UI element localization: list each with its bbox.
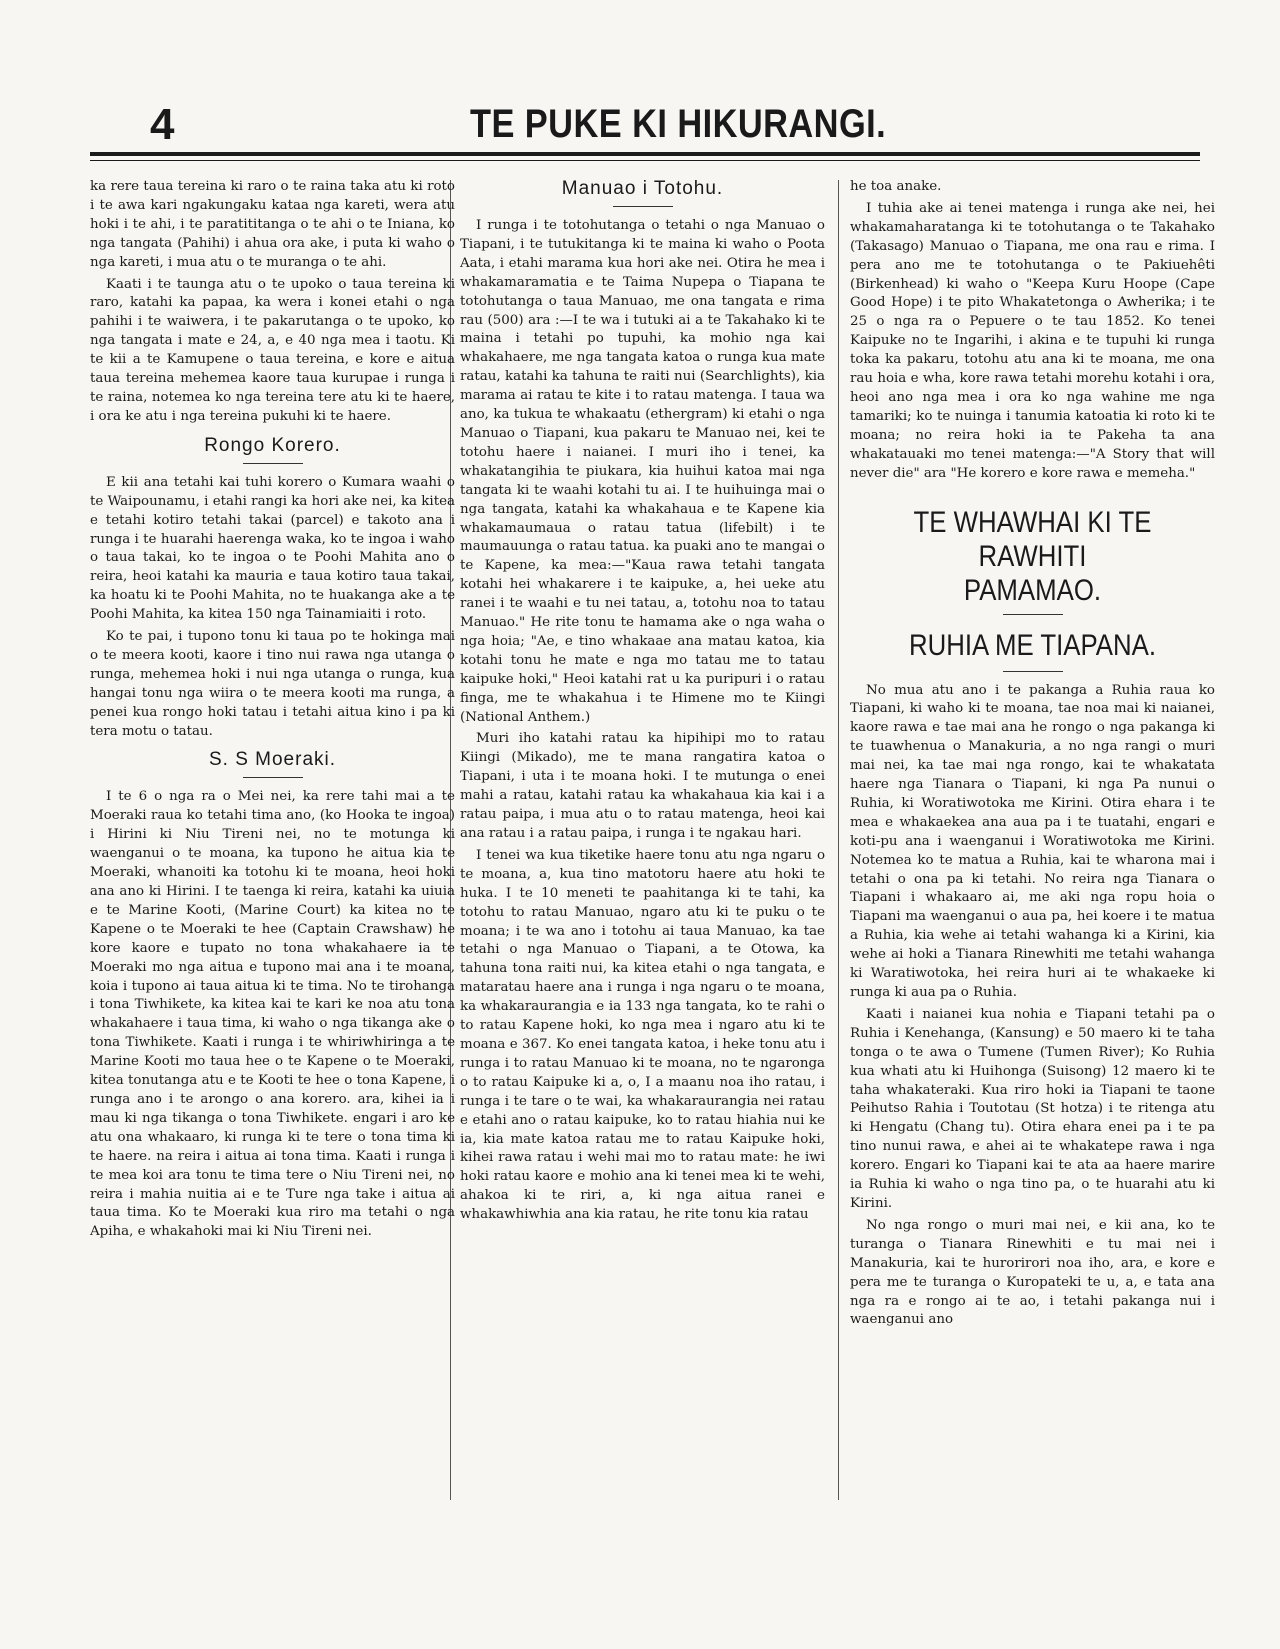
heading-rule [1003,671,1063,672]
heading-rule [243,777,303,778]
heading-rule [1003,614,1063,615]
article-paragraph: he toa anake. [850,179,942,194]
article-paragraph: E kii ana tetahi kai tuhi korero o Kumara waahi o te Waipounamu, i etahi rangi ka hori ake nei, ka kitea e tetahi kotiro tetahi takai (parcel) e takoto ana i runga i te huarahi haerenga waka, ko te ingoa i waho o taua takai, ko te ingoa o te Poohi Mahita ano o reira, heoi katahi ka mauria e taua kotiro taua takai, ka hoatu ki te Poohi Mahita, no te huakanga ake a te Poohi Mahita, ka kitea 150 nga Tainamiaiti i roto. [90,474,455,623]
page-number: 4 [150,100,175,149]
heading-war-line-1: TE WHAWHAI KI TE RAWHITI [913,505,1152,573]
article-paragraph: ka rere taua tereina ki raro o te raina taka atu ki roto i te awa kari ngakungaku kataa nga kareti, wera atu hoki i te ahi, i te paratititanga o te ahi o te Iniana, ko nga tangata (Pahihi) i ahua ora ake, i puta ki waho o nga kareti, i mua atu o te muranga o te ahi. [90,179,455,270]
article-paragraph: I te 6 o nga ra o Mei nei, ka rere tahi mai a te Moeraki raua ko tetahi tima ano, (ko Hooka te ingoa) i Hirini ki Niu Tireni nei, no te motunga ki waenganui o te moana, ka tupono he aitua kia te Moeraki, whanoiti ka totohu ki te moana, heoi hoki ana ano ki Hirini. I te taenga ki reira, katahi ka uiuia e te Marine Kooti, (Marine Court) ka kitea no te Kapene o te Moeraki te hee (Captain Crawshaw) he kore kaore e tupato no tona whakahaere ia te Moeraki mo nga aitua e tupono mai ana i te moana, koia i tupono ai taua aitua ki te tima. No te tirohanga i tona Tiwhikete, ka kitea kai te kari ke noa atu tona whakahaere i taua tima, ki waho o nga tikanga ake o tona Tiwhikete. Kaati i runga i te whiriwhiringa a te Marine Kooti mo taua hee o te Kapene o te Moeraki, kitea tonutanga atu e te Kooti te hee o tona Kapene, i runga ano i te arongo o ana korero. ara, kihei ia i mau ki nga tikanga o tona Tiwhikete. engari i aro ke atu ona whakaaro, ki runga ki te tere o tona tima ki te haere. na reira i aitua ai tona tima. Kaati i runga i te mea koi ara tonu te tima tere o Niu Tireni nei, no reira i mahia nuitia ai e te Ture nga take i aitua ai taua tima. Ko te Moeraki kua riro ma tetahi o nga Apiha, e whakahoki mai ki Niu Tireni nei. [90,789,455,1240]
article-paragraph: No mua atu ano i te pakanga a Ruhia raua ko Tiapani, ki waho ki te moana, tae noa mai ki naianei, kaore rawa e tae mai ana he rongo o nga pakanga ki te tuawhenua o Manakuria, a no nga rangi o muri mai nei, ka tae mai nga rongo, kai te whakatata haere nga Tianara o Tiapani, ki nga Pa nunui o Ruhia, ki Woratiwotoka me Kirini. Otira ehara i te mea e whakaekea ana aua pa i te tuatahi, engari e koti-pu ana i waenganui i Woratiwotoka me Kirini. Notemea ko te matua a Ruhia, kai te wharona mai i tetahi o ona pa ki tetahi. No reira nga Tianara o Tiapani i whakaaro ai, me aki nga ropu hoia o Tiapani ma waenganui o aua pa, hei koere i te matua a Ruhia, kia wehe ai tetahi wahanga ki a Kirini, kia wehe ai hoki a Tianara Rinewhiti me tetahi wahanga ki Waratiwotoka, hei reira huri ai te whakaeke ki runga ki aua pa o Ruhia. [850,682,1215,1000]
article-paragraph: Kaati i naianei kua nohia e Tiapani tetahi pa o Ruhia i Kenehanga, (Kansung) e 50 maero ki te taha tonga o te awa o Tumene (Tumen River); Ko Ruhia kua whati atu ki Huihonga (Suisong) 12 maero ki te taha whakateraki. Kua riro hoki ia Tiapani te taone Peihutso Rahia i Toutotau (St hotza) i te ritenga atu ki Hengatu (Chang tu). Otira ehara enei pa i te pa tino nunui rawa, e ahei ai te whakatepe rawa i nga korero. Engari ko Tiapani kai te ata aa haere marire ia Ruhia ki waho o nga tino pa, o te huarahi atu ki Kirini. [850,1006,1215,1211]
heading-war-far-east [876,506,1190,608]
heading-rule [243,463,303,464]
column-1 [90,178,455,1245]
article-paragraph: I tuhia ake ai tenei matenga i runga ake nei, hei whakamaharatanga ki te totohutanga o te Takahako (Takasago) Manuao o Tiapana, me ona rau e rima. I pera ano me te totohutanga o te Pakiuehêti (Birkenhead) ki waho o "Keepa Kuru Hoope (Cape Good Hope) i te pito Whakatetonga o Awherika; i te 25 o nga ra o Pepuere o te tau 1852. Ko tenei Kaipuke no te Ingarihi, i akina e te tupuhi ki runga toka ka pakaru, totohu atu ana ki te moana, me ona rau hoia e wha, kore rawa tetahi morehu kotahi i ora, heoi ano nga mea i ora ko nga wahine me nga tamariki; ko te nuinga i tanumia katoatia ki roto ki te moana; no reira hoki ia te Pakeha ta ana whakatauaki mo tenei matenga:—"A Story that will never die" ara "He korero e kore rawa e memeha." [850,200,1215,481]
masthead-rule-thin [90,160,1200,161]
column-3 [850,178,1215,1333]
column-divider [838,180,839,1500]
masthead [90,100,1200,150]
article-paragraph: I tenei wa kua tiketike haere tonu atu nga ngaru o te moana, a, kua tino matotoru haere atu hoki te huka. I te 10 meneti te paahitanga ki te tahi, ka totohu to ratau Manuao, ngaro atu ki te puku o te moana; i te wa ano i totohu ai taua Manuao, ka tae tetahi o nga Manuao o Tiapani, a te Otowa, ka tahuna tona raiti nui, ka kitea etahi o nga tangata, e mataratau haere ana i runga i nga ngaru o te moana, ka whakaraurangia e ia 133 nga tangata, ko te rahi o to ratau Kapene hoki, ko nga mea i ngaro atu ki te moana e 367. Ko enei tangata katoa, i heke tonu atu i runga i to ratau Manuao ki te moana, no te ngaronga o to ratau Kaipuke ki a, o, I a maanu noa iho ratau, i runga i te tare o te wai, ka whakaraurangia nei ratau e etahi ano o ratau kaipuke, ko to ratau hiahia nui ke ia, kia mate katoa ratau me to ratau Kaipuke hoki, kihei rawa ratau i wehi mai mo to ratau mate: he iwi hoki ratau kaore e mohio ana ki tenei mea ki te wehi, ahakoa ki te riri, a, ki nga aitua ranei e whakawhiwhia ana kia ratau, he rite tonu kia ratau [460,847,825,1223]
heading-rongo-korero: Rongo Korero. [204,434,341,456]
article-paragraph: I runga i te totohutanga o tetahi o nga Manuao o Tiapani, i te tutukitanga ki te maina ki waho o Poota Aata, i etahi marama kua hori ake nei. Otira he mea i whakamaramatia e te Taima Nupepa o Tiapana te totohutanga o taua Manuao, me ona tangata e rima rau (500) ara :—I te wa i tutuki ai a te Takahako ki te maina i tetahi po tupuhi, ka mohio nga kai whakahaere, me nga tangata katoa o runga kua mate ratau, katahi ka tahuna te raiti nui (Searchlights), kia marama ai ratau te kite i to ratau matenga. I taua wa ano, ka tukua te whakaatu (ethergram) ki etahi o nga Manuao o Tiapani, kua pakaru te Manuao nei, kei te totohu haere i naianei. I muri iho i tenei, ka whakatangihia te piukara, kia huihui katoa mai nga tangata ki te waahi kotahi tu ai. I te huihuinga mai o nga tangata, katahi ka whakahaua e te Kapene kia whakamaumaua o ratau tatua (lifebilt) i te maumauunga o ratau tatua. ka puaki ano te mangai o te Kapene, ka mea:—"Kaua rawa tetahi tangata kotahi hei whakarere i te kaipuke, a, hei ueke atu ranei i te waahi e tu nei tatau, a, totohu noa to tatau Manuao." He rite tonu te hamama ake o nga waha o nga hoia; "Ae, e tino whakaae ana matau katoa, kia kotahi tonu he mate e nga mo tatau me to tatau kaipuke hoki," Heoi katahi rat u ka puripuri i o ratau finga, me te whakahua i te Himene mo te Kiingi (National Anthem.) [460,218,825,725]
article-paragraph: No nga rongo o muri mai nei, e kii ana, ko te turanga o Tianara Rinewhiti e tu mai nei i Manakuria, kai te hurorirori noa iho, ara, e kore e pera me te turanga o Kuropateki te u, a, e tata ana nga ra e rongo ai te ao, i tetahi pakanga nui i waenganui ano [850,1217,1215,1328]
heading-manuao-i-totohu: Manuao i Totohu. [561,178,724,199]
article-paragraph: Muri iho katahi ratau ka hipihipi mo to ratau Kiingi (Mikado), me te mana rangatira katoa o Tiapani, i uta i te moana hoki. I te mutunga o enei mahi a ratau, katahi ratau ka whakahaua kia kai i a ratau paipa, i mua atu o to ratau matenga, heoi kai ana ratau i a ratau paipa, i runga i te ngakau hari. [460,731,825,841]
heading-rule [613,206,673,207]
article-paragraph: Ko te pai, i tupono tonu ki taua po te hokinga mai o te meera kooti, kaore i tino nui rawa nga utanga o runga, mehemea hoki i nui nga utanga o runga, kua hangai tonu nga wiira o te meera kooti ma runga, a penei kua rongo hoki tatau i tetahi aitua kino i pa ki tera motu o tatau. [90,629,455,739]
newspaper-title: TE PUKE KI HIKURANGI. [470,102,887,146]
article-paragraph: Kaati i te taunga atu o te upoko o taua tereina ki raro, katahi ka papaa, ka wera i konei etahi o nga pahihi i te waiwera, i te pakarutanga o te upoko, ko nga tangata i mate e 24, a, e 40 nga mea i taotu. Ki te kii a te Kamupene o taua tereina, e kore e aitua taua tereina mehemea kaore taua kurupae i runga i te raina, notemea ko nga tereina tere atu ki te haere, i ora ke atu i nga tereina pukuhi ki te haere. [90,276,455,424]
column-2 [460,178,825,1228]
heading-war-line-2: PAMAMAO. [963,573,1102,607]
masthead-rule-thick [90,152,1200,156]
heading-ruhia-me-tiapana: RUHIA ME TIAPANA. [908,628,1157,662]
heading-ss-moeraki: S. S Moeraki. [208,749,337,771]
